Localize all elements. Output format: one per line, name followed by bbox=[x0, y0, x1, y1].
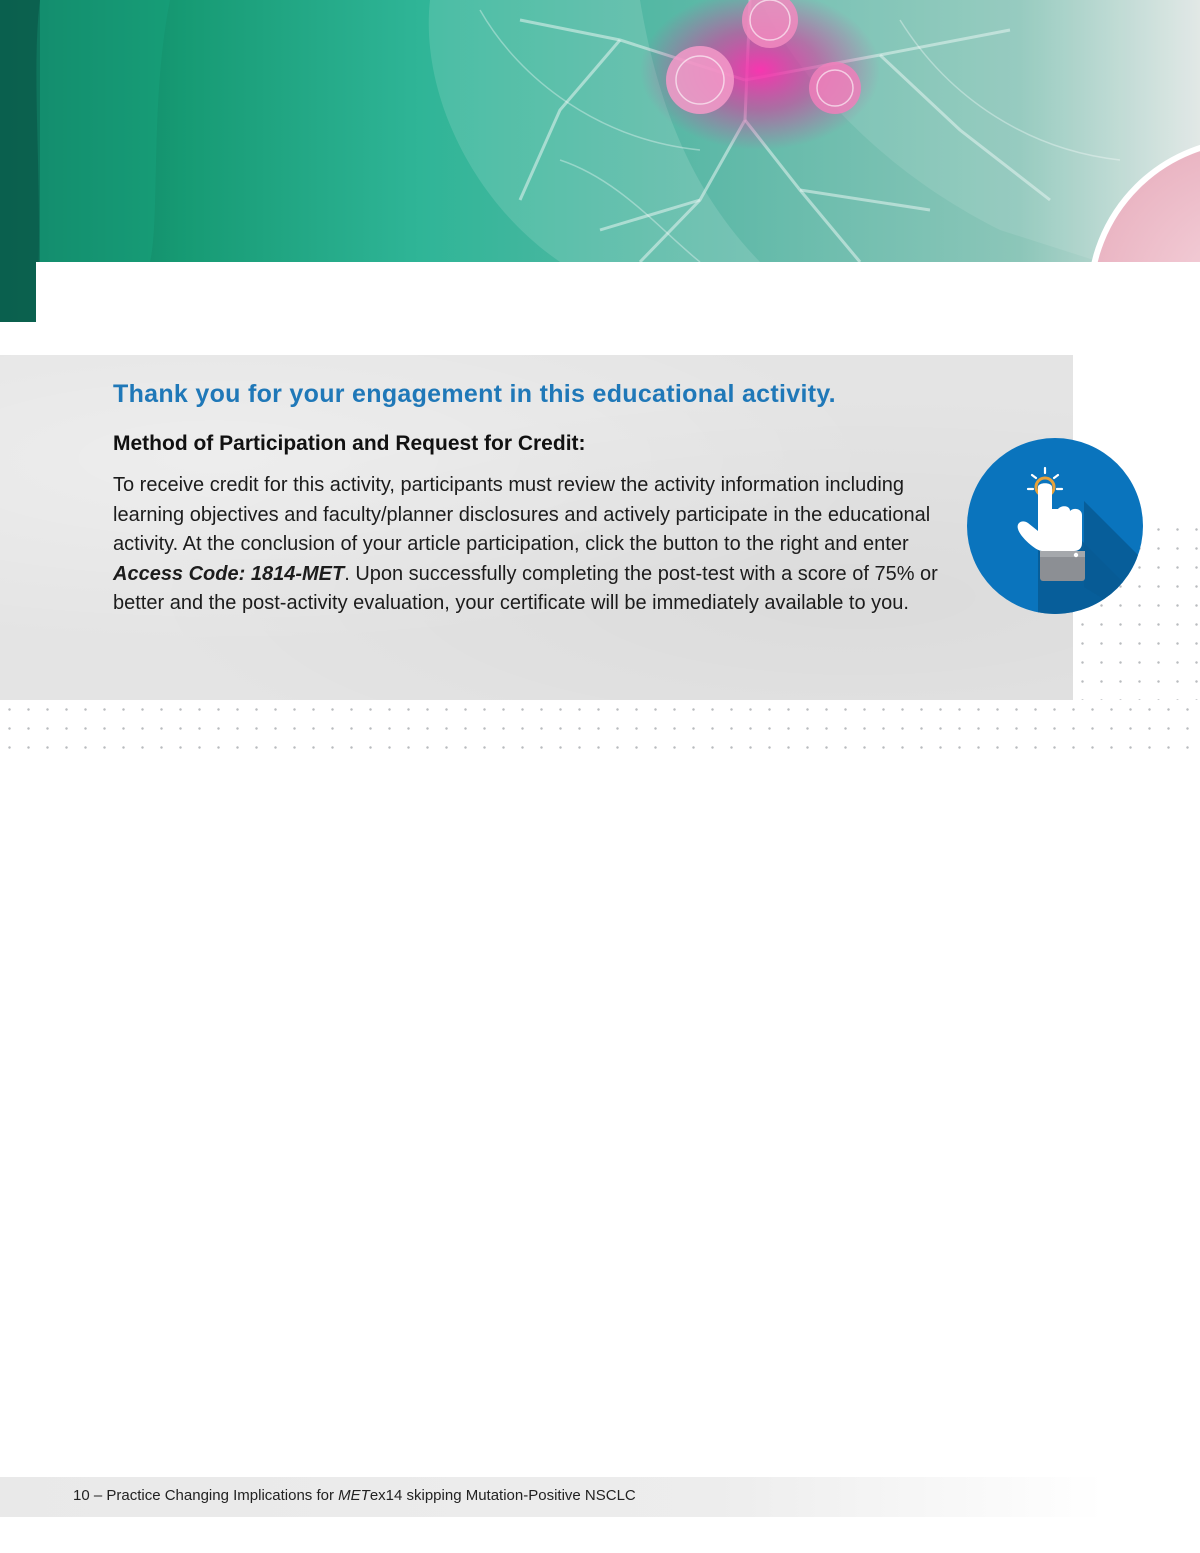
footer-prefix: 10 – Practice Changing Implications for bbox=[73, 1487, 339, 1504]
panel-heading: Thank you for your engagement in this educational activity. bbox=[113, 380, 836, 408]
dot-pattern-bottom bbox=[0, 700, 1200, 758]
get-credit-button[interactable] bbox=[966, 437, 1144, 615]
pointing-hand-click-icon bbox=[966, 437, 1144, 615]
footer-text bbox=[73, 1487, 636, 1504]
instructions-text-part2: . Upon successfully completing the post-test with a score of 75% or better and the post-activity evaluation, your certificate will be immediately available to you. bbox=[113, 562, 938, 614]
panel-subheading: Method of Participation and Request for Credit: bbox=[113, 432, 586, 455]
instructions-text-part1: To receive credit for this activity, participants must review the activity information including learning objectives and faculty/planner disclosures and actively participate in the educational activity. At the conclusion of your article participation, click the button to the right and enter bbox=[113, 474, 931, 555]
access-code: Access Code: 1814-MET bbox=[113, 562, 345, 585]
participation-instructions bbox=[113, 471, 953, 619]
footer-suffix: ex14 skipping Mutation-Positive NSCLC bbox=[369, 1487, 636, 1504]
hero-white-cutout bbox=[36, 262, 1200, 322]
footer-gene: MET bbox=[338, 1487, 370, 1504]
